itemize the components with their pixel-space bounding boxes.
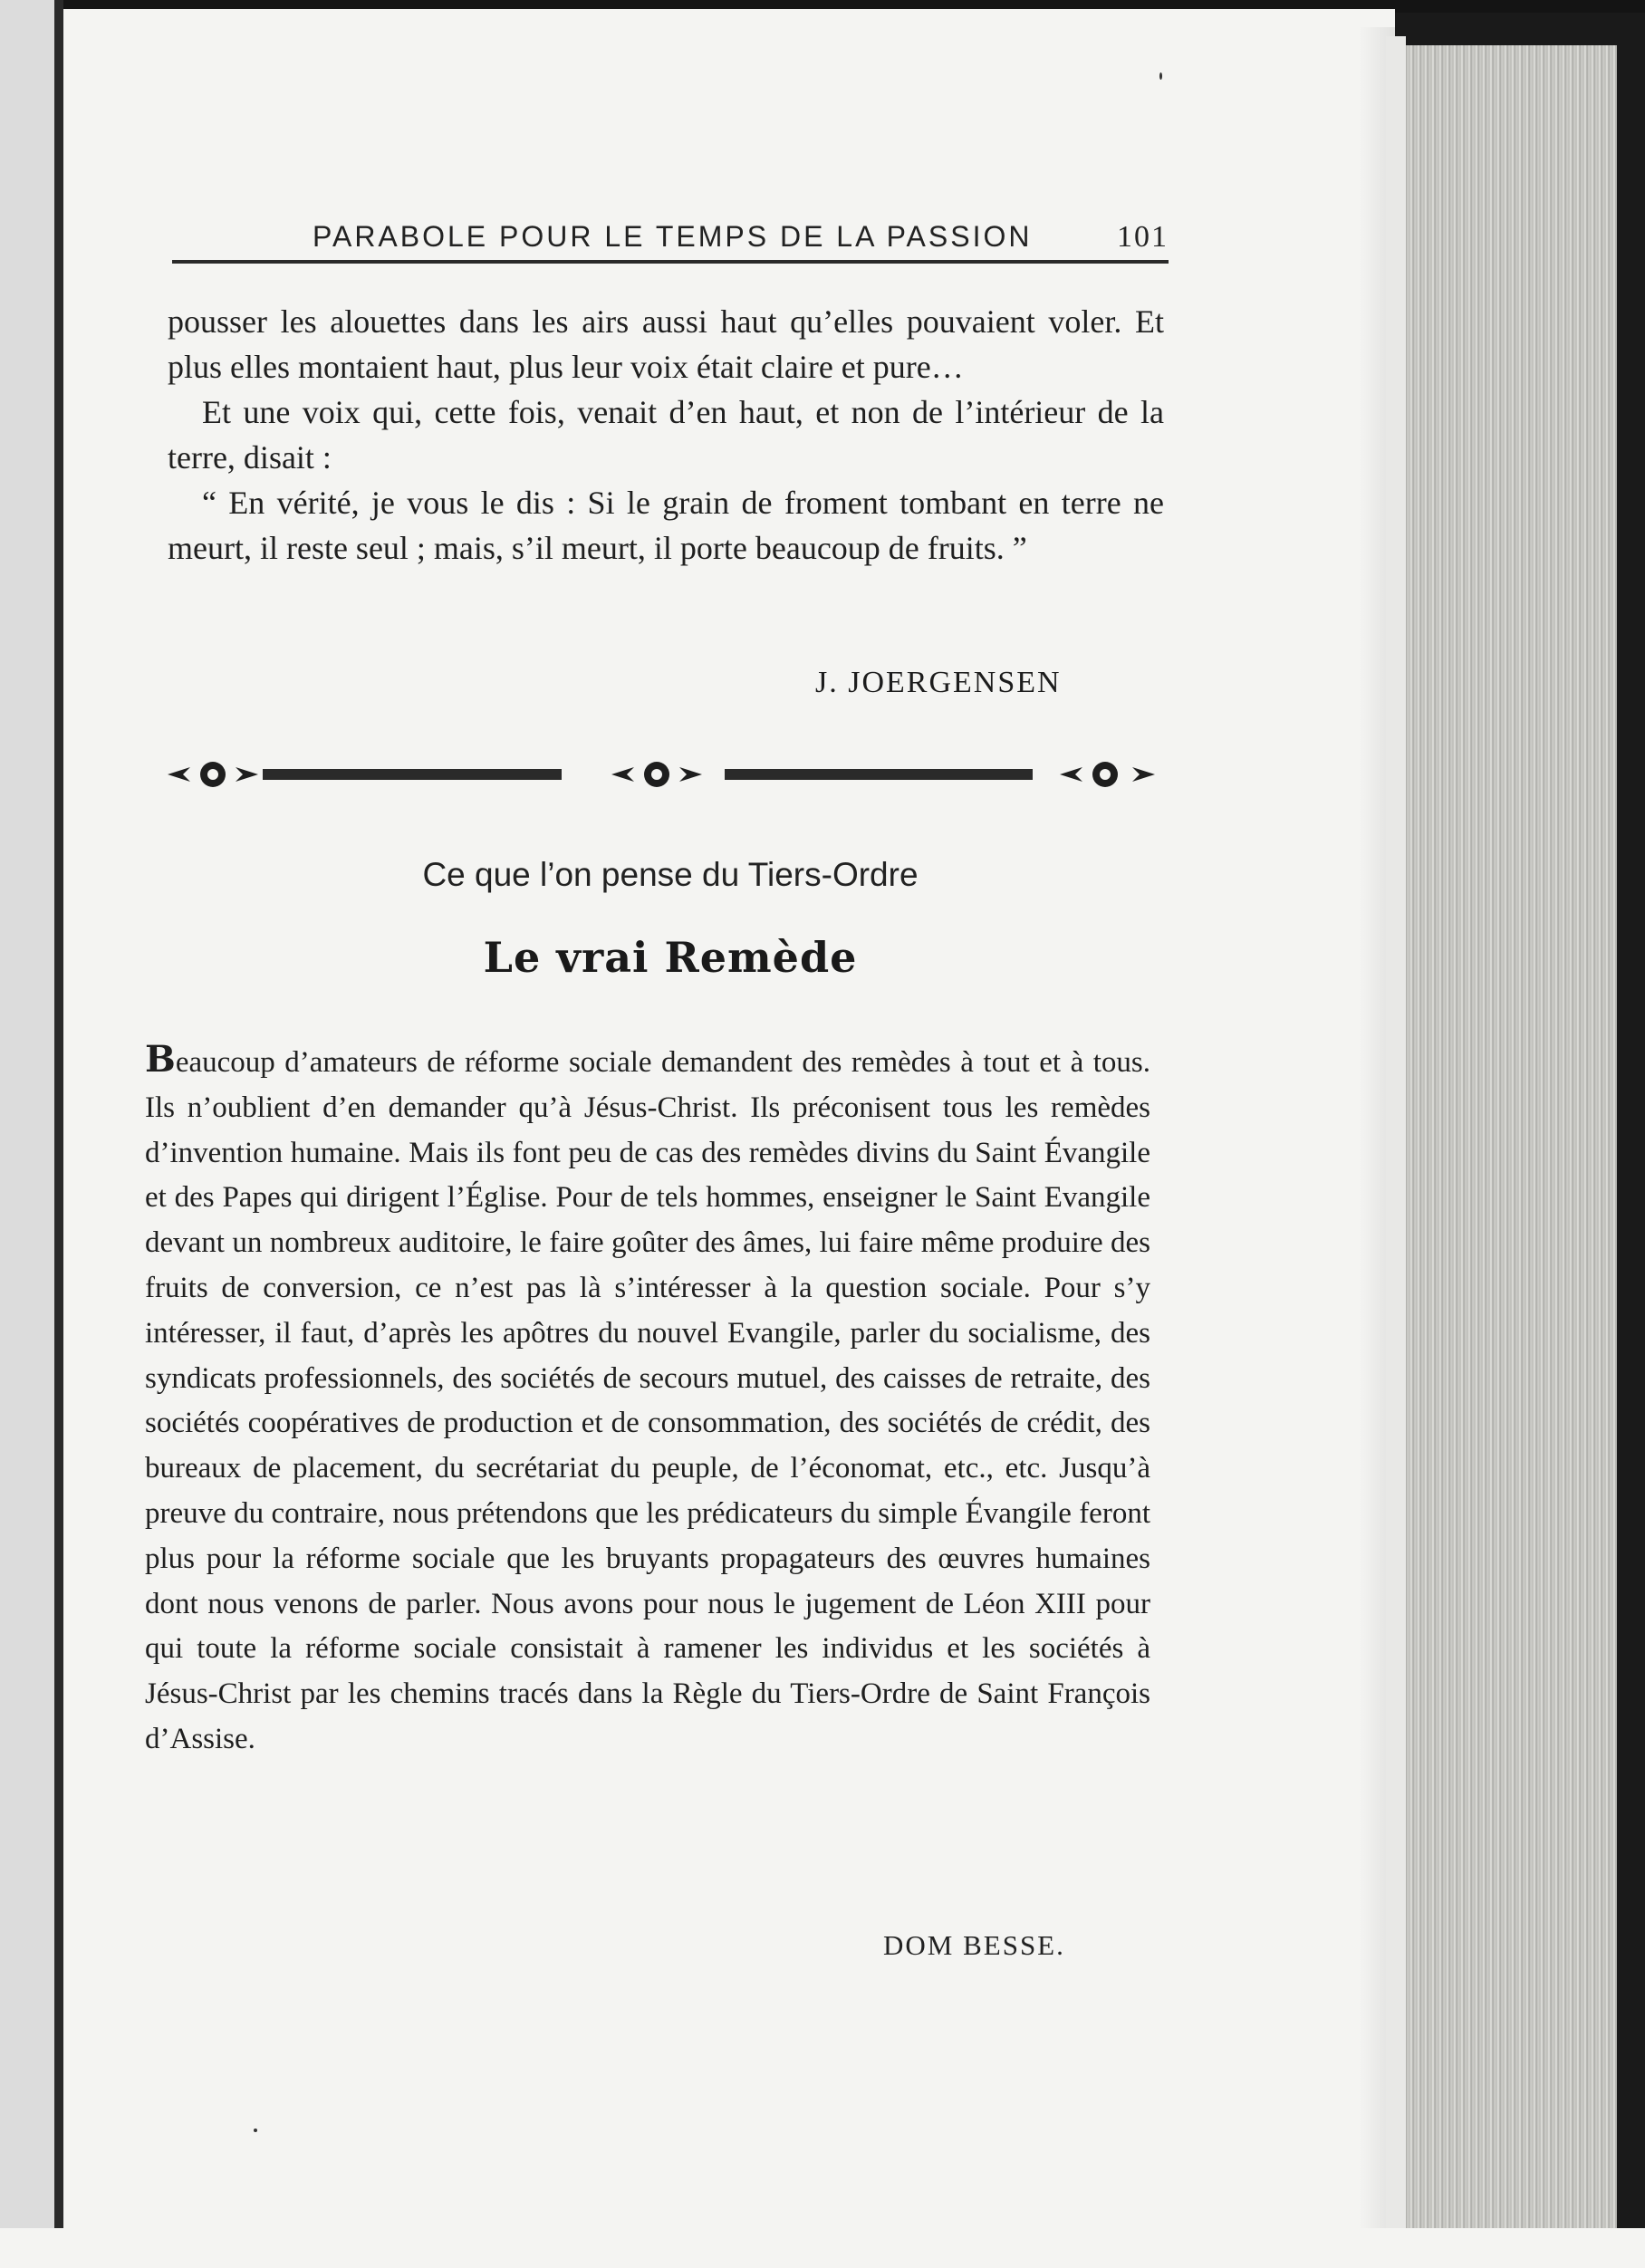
flower-ornament-icon (168, 762, 258, 787)
flower-ornament-icon (1060, 762, 1155, 787)
page-number: 101 (1117, 220, 1169, 254)
scan-bottom-strip (0, 2228, 1645, 2268)
drop-cap: B (145, 1038, 176, 1081)
flower-ornament-icon (611, 762, 702, 787)
author-signature: DOM BESSE. (883, 1929, 1065, 1961)
section-title: Le vrai Remède (483, 933, 858, 982)
divider-band (263, 769, 562, 780)
section-kicker: Ce que l’on pense du Tiers-Ordre (422, 856, 919, 893)
paragraph (145, 1037, 1150, 1763)
scan-speck (254, 2129, 257, 2132)
facing-page-edge (0, 0, 63, 2268)
running-head (172, 213, 1169, 267)
book-fore-edge (1395, 45, 1617, 2237)
parable-text (168, 299, 1164, 571)
author-signature: J. JOERGENSEN (815, 666, 1062, 699)
paragraph: “ En vérité, je vous le dis : Si le grain de froment tombant en terre ne meurt, il reste seul ; mais, s’il meurt, il porte beaucoup de fruits. ” (168, 485, 1164, 566)
paragraph: Et une voix qui, cette fois, venait d’en haut, et non de l’intérieur de la terre, disait : (168, 394, 1164, 476)
paragraph-text: eaucoup d’amateurs de réforme sociale demandent des remèdes à tout et à tous. Ils n’oublient d’en demander qu’à Jésus-Christ. Ils préconisent tous les remèdes d’invention humaine. Mais ils font peu de cas des remèdes divins du Saint Évangile et des Papes qui dirigent l’Église. Pour de tels hommes, enseigner le Saint Evangile devant un nombreux auditoire, le faire goûter des âmes, lui faire même produire des fruits de conversion, ce n’est pas là s’intéresser à la question sociale. Pour s’y intéresser, il faut, d’après les apôtres du nouvel Evangile, parler du socialisme, des syndicats professionnels, des sociétés de secours mutuel, des caisses de retraite, des sociétés coopératives de production et de consommation, des sociétés de crédit, des bureaux de placement, du secrétariat du peuple, de l’économat, etc., etc. Jusqu’à preuve du contraire, nous prétendons que les prédicateurs du simple Évangile feront plus pour la réforme sociale que les bruyants propagateurs des œuvres humaines dont nous venons de parler. Nous avons pour nous le jugement de Léon XIII pour qui toute la réforme sociale consistait à ramener les individus et les sociétés à Jésus-Christ par les chemins tracés dans la Règle du Tiers-Ordre de Saint François d’Assise. (145, 1046, 1150, 1755)
divider-band (725, 769, 1033, 780)
scan-speck (1159, 72, 1162, 80)
running-head-title: PARABOLE POUR LE TEMPS DE LA PASSION (313, 220, 1033, 253)
floral-divider-ornament (163, 747, 1159, 802)
article-body (145, 1037, 1150, 1763)
paragraph: pousser les alouettes dans les airs aussi haut qu’elles pouvaient voler. Et plus elles montaient haut, plus leur voix était claire et pure… (168, 303, 1164, 385)
header-rule (172, 260, 1169, 264)
